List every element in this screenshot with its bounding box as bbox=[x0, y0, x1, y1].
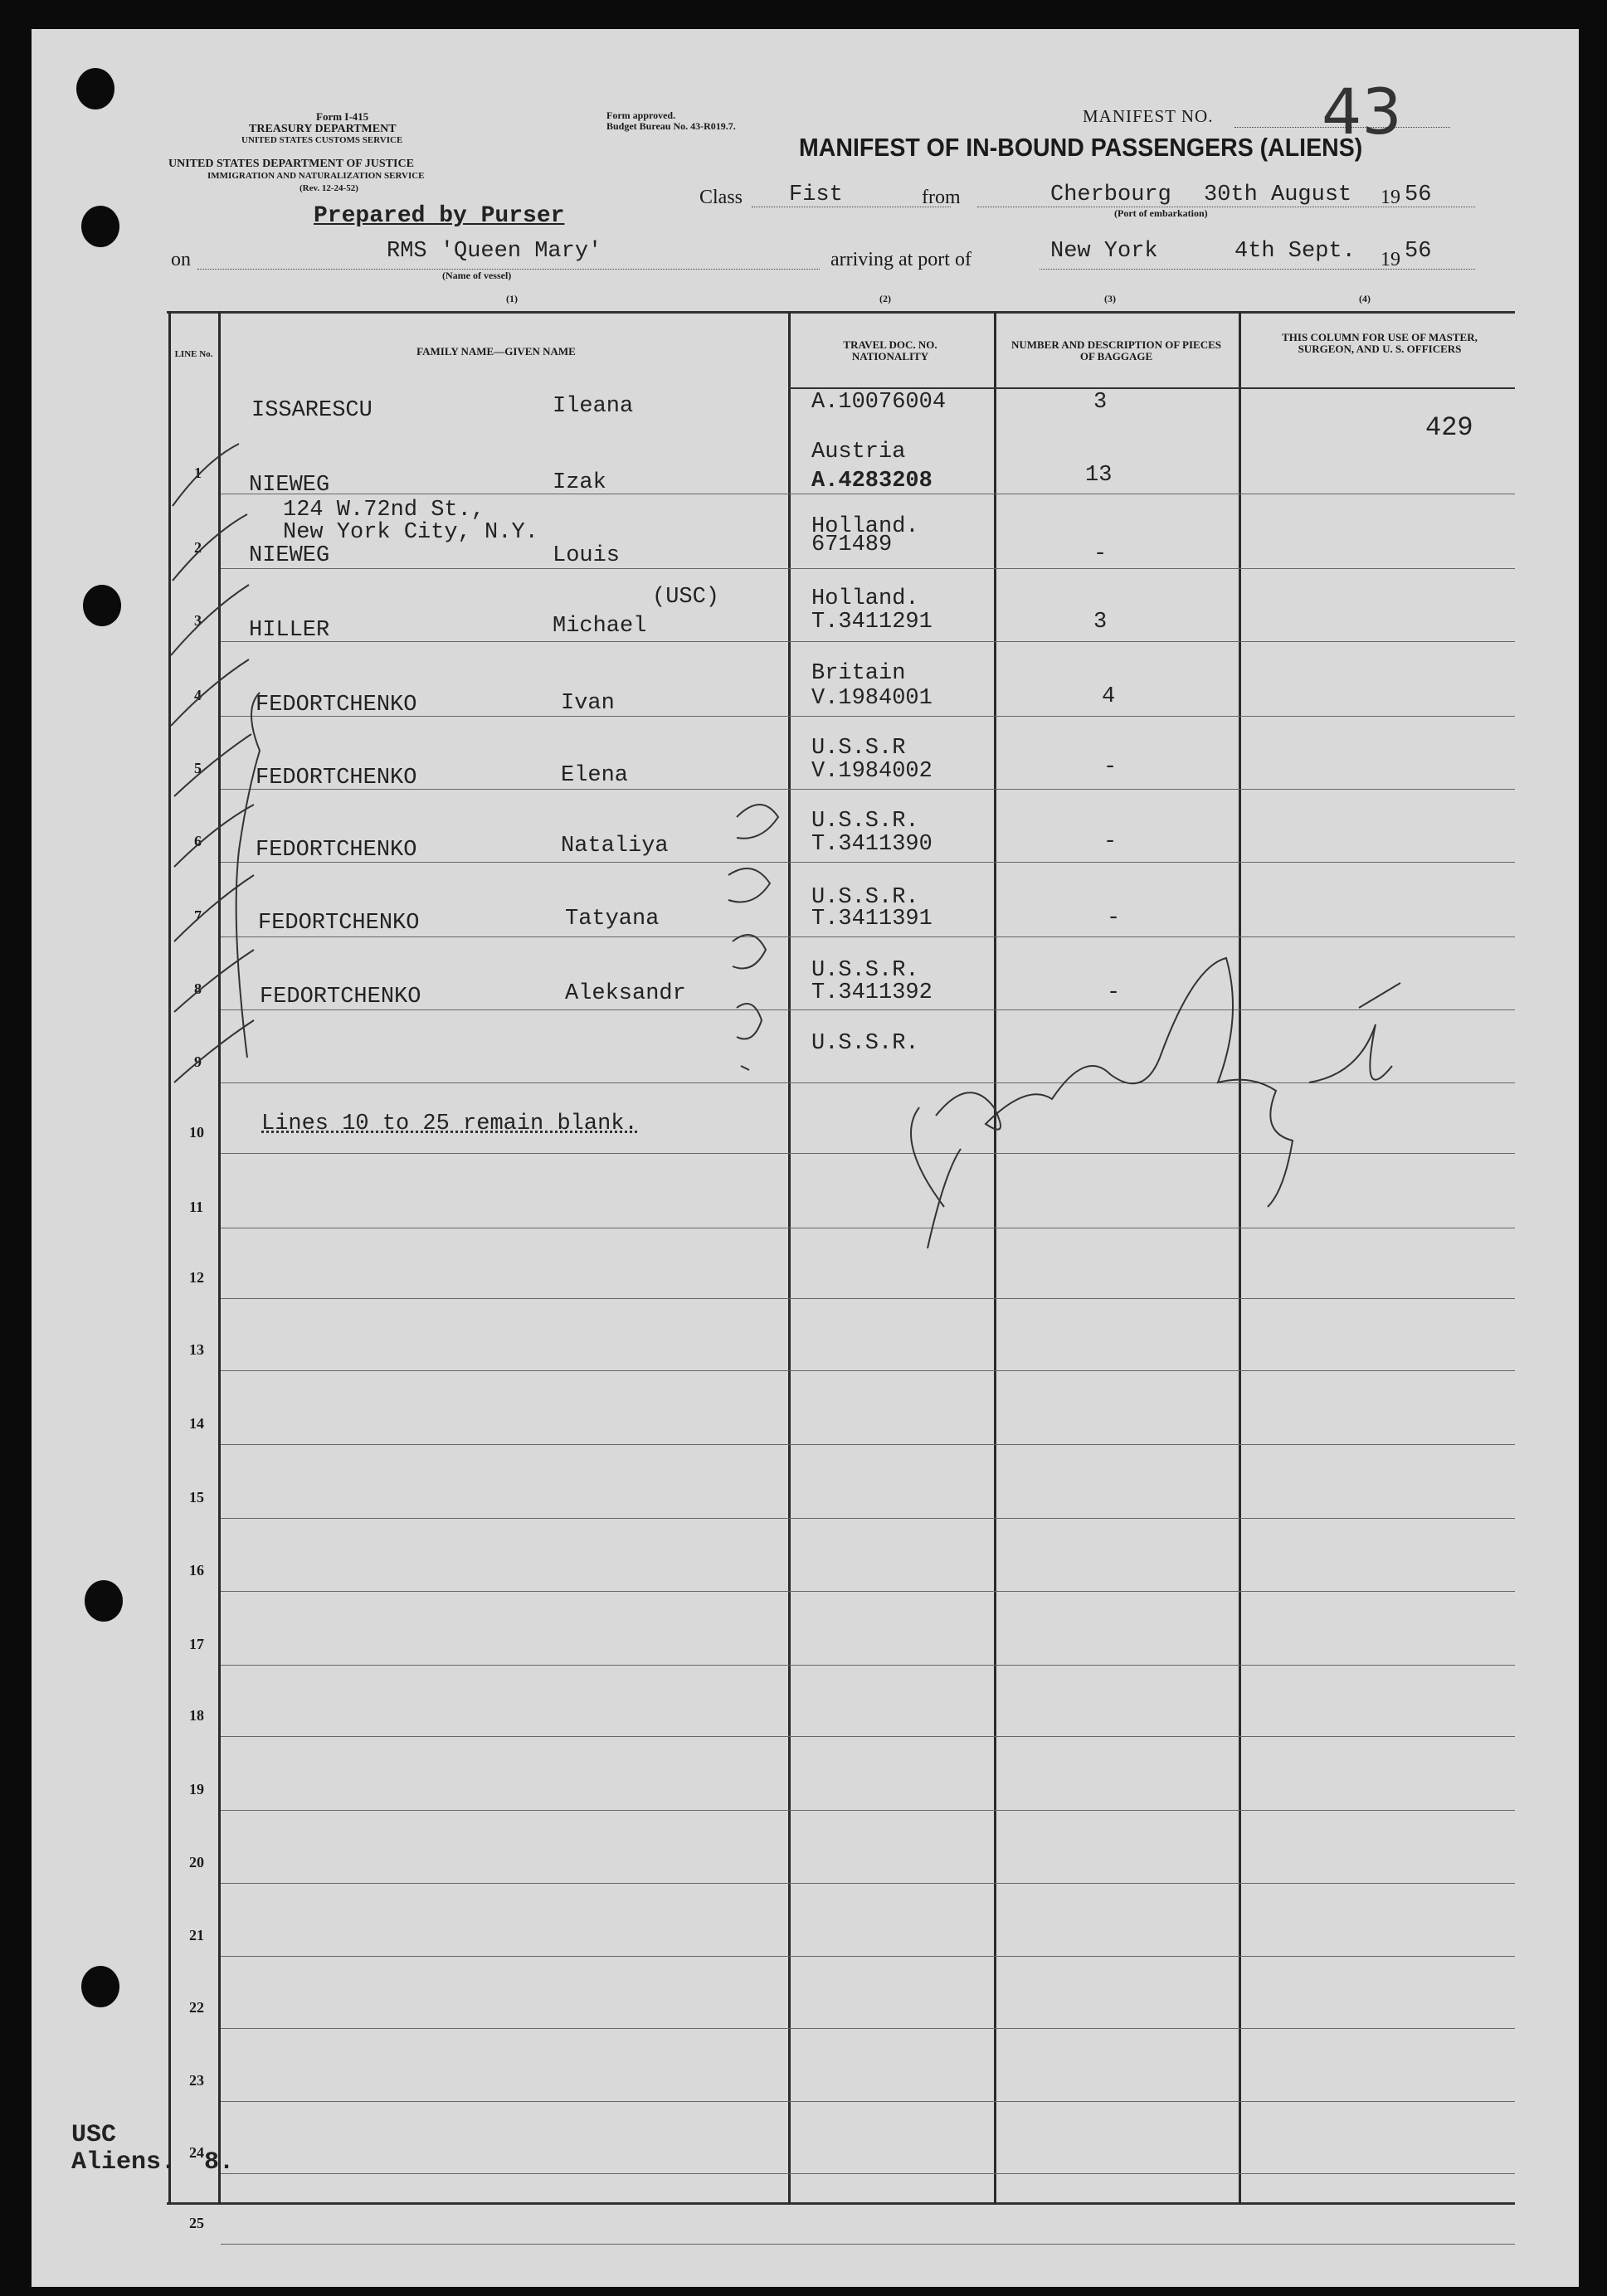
header-line-no: LINE No. bbox=[174, 349, 213, 359]
entry-7-family: FEDORTCHENKO bbox=[256, 838, 417, 863]
entry-2-given: Izak bbox=[553, 470, 606, 495]
check-mark-5 bbox=[174, 734, 251, 796]
header-baggage: NUMBER AND DESCRIPTION OF PIECES OF BAGGAGE bbox=[1010, 338, 1222, 362]
entry-1-doc: A.10076004 bbox=[811, 390, 947, 415]
line-number: 14 bbox=[189, 1415, 204, 1432]
line-number: 5 bbox=[194, 760, 202, 776]
line-number: 23 bbox=[189, 2072, 204, 2089]
entry-9-doc: T.3411392 bbox=[811, 980, 933, 1005]
port-of-embarkation: Cherbourg bbox=[1050, 182, 1171, 207]
dept1-sub: UNITED STATES CUSTOMS SERVICE bbox=[241, 135, 403, 145]
entry-3-note: (USC) bbox=[652, 585, 720, 610]
entry-1-given: Ileana bbox=[553, 394, 634, 419]
line-number: 25 bbox=[189, 2215, 204, 2231]
header-officers: THIS COLUMN FOR USE OF MASTER, SURGEON, AND U. S. OFFICERS bbox=[1282, 331, 1478, 355]
arrival-date: 4th Sept. bbox=[1234, 239, 1356, 264]
entry-7-nat: U.S.S.R. bbox=[811, 885, 919, 910]
entry-4-given: Michael bbox=[553, 614, 647, 639]
line-number: 8 bbox=[194, 980, 202, 997]
line-number: 10 bbox=[189, 1124, 204, 1141]
dept2: UNITED STATES DEPARTMENT OF JUSTICE bbox=[168, 158, 414, 170]
entry-6-nat: U.S.S.R. bbox=[811, 809, 919, 834]
check-mark-1 bbox=[173, 444, 239, 506]
entry-6-doc: V.1984002 bbox=[811, 759, 933, 784]
dept1: TREASURY DEPARTMENT bbox=[249, 123, 397, 135]
year-1: 56 bbox=[1405, 182, 1432, 207]
line-number: 11 bbox=[189, 1199, 204, 1215]
manifest-label: MANIFEST NO. bbox=[1083, 106, 1214, 126]
line-number: 24 bbox=[189, 2144, 204, 2161]
entry-8-bag: - bbox=[1107, 906, 1121, 931]
margin-aliens: Aliens. bbox=[71, 2148, 177, 2177]
entry-2-nat: Holland. bbox=[811, 514, 919, 539]
entry-7-bag: - bbox=[1103, 829, 1118, 854]
line-number: 12 bbox=[189, 1269, 204, 1286]
line-number: 7 bbox=[194, 907, 202, 924]
entry-6-family: FEDORTCHENKO bbox=[256, 766, 417, 790]
check-mark-7 bbox=[174, 875, 254, 941]
entry-1-nat: Austria bbox=[811, 440, 906, 465]
margin-alien-count: 8. bbox=[204, 2148, 235, 2177]
entry-3-nat: Holland. bbox=[811, 586, 919, 611]
arrival-port: New York bbox=[1050, 239, 1158, 264]
year-2: 56 bbox=[1405, 239, 1432, 264]
line-number: 17 bbox=[189, 1636, 204, 1652]
vessel-name: RMS 'Queen Mary' bbox=[387, 239, 602, 264]
revision: (Rev. 12-24-52) bbox=[299, 183, 358, 193]
entry-4-doc: T.3411291 bbox=[811, 610, 933, 635]
entry-2-address-2: New York City, N.Y. bbox=[283, 520, 538, 545]
line-number: 2 bbox=[194, 539, 202, 556]
line-number: 20 bbox=[189, 1854, 204, 1870]
handwritten-wd-marks bbox=[728, 805, 778, 1070]
check-mark-3 bbox=[171, 585, 249, 655]
handwritten-marks bbox=[32, 29, 1579, 2287]
header-travel-doc: TRAVEL DOC. NO. NATIONALITY bbox=[843, 338, 937, 362]
entry-4-bag: 3 bbox=[1093, 610, 1108, 635]
col-num-2: (2) bbox=[879, 293, 891, 304]
col-num-1: (1) bbox=[506, 293, 518, 304]
punch-hole bbox=[81, 1966, 119, 2007]
entry-8-family: FEDORTCHENKO bbox=[258, 911, 420, 936]
entry-3-bag: - bbox=[1093, 542, 1108, 567]
port-embark-note: (Port of embarkation) bbox=[1114, 207, 1208, 219]
line-number: 22 bbox=[189, 1999, 204, 2016]
line-number: 16 bbox=[189, 1562, 204, 1578]
margin-usc: USC bbox=[71, 2121, 117, 2149]
entry-5-nat: U.S.S.R bbox=[811, 736, 906, 761]
manifest-page bbox=[32, 29, 1579, 2287]
entry-2-bag: 13 bbox=[1085, 463, 1113, 488]
entry-9-given: Aleksandr bbox=[565, 981, 686, 1006]
form-number: Form I-415 bbox=[316, 110, 369, 123]
dept2-sub: IMMIGRATION AND NATURALIZATION SERVICE bbox=[207, 171, 425, 181]
entry-1-bag: 3 bbox=[1093, 390, 1108, 415]
entry-7-doc: T.3411390 bbox=[811, 832, 933, 857]
from-label: from bbox=[922, 187, 961, 208]
entry-2-address-1: 124 W.72nd St., bbox=[283, 498, 485, 523]
entry-9-nat: U.S.S.R. bbox=[811, 1031, 919, 1056]
line-number: 18 bbox=[189, 1707, 204, 1724]
entry-9-bag: - bbox=[1107, 980, 1121, 1005]
entry-8-nat: U.S.S.R. bbox=[811, 958, 919, 983]
punch-hole bbox=[83, 585, 121, 626]
entry-3-given: Louis bbox=[553, 543, 621, 568]
entry-5-given: Ivan bbox=[561, 691, 615, 716]
entry-2-family: NIEWEG bbox=[249, 473, 330, 498]
entry-8-doc: T.3411391 bbox=[811, 907, 933, 932]
entry-4-nat: Britain bbox=[811, 661, 906, 686]
manifest-number: 43 bbox=[1322, 75, 1402, 148]
line-number: 4 bbox=[194, 687, 202, 703]
prepared-by: Prepared by Purser bbox=[314, 203, 565, 229]
punch-hole bbox=[81, 206, 119, 247]
check-mark-2 bbox=[173, 514, 247, 581]
class-value: Fist bbox=[789, 182, 843, 207]
family-bracket bbox=[236, 693, 260, 1058]
check-mark-4 bbox=[171, 659, 249, 726]
manifest-title: MANIFEST OF IN-BOUND PASSENGERS (ALIENS) bbox=[799, 133, 1363, 162]
line-number: 19 bbox=[189, 1781, 204, 1797]
embarkation-date: 30th August bbox=[1204, 182, 1352, 207]
header-name: FAMILY NAME—GIVEN NAME bbox=[416, 345, 576, 358]
year-prefix-2: 19 bbox=[1381, 249, 1400, 270]
col-num-3: (3) bbox=[1104, 293, 1116, 304]
class-label: Class bbox=[699, 187, 743, 208]
entry-6-given: Elena bbox=[561, 763, 629, 788]
arriving-label: arriving at port of bbox=[830, 249, 972, 270]
entry-6-bag: - bbox=[1103, 755, 1118, 780]
line-number: 21 bbox=[189, 1927, 204, 1943]
entry-5-bag: 4 bbox=[1102, 684, 1116, 709]
entry-2-doc: A.4283208 bbox=[811, 469, 933, 494]
punch-hole bbox=[76, 68, 114, 109]
line-number: 15 bbox=[189, 1489, 204, 1506]
line-number: 9 bbox=[194, 1053, 202, 1070]
punch-hole bbox=[85, 1580, 123, 1622]
entry-4-family: HILLER bbox=[249, 618, 330, 643]
vessel-note: (Name of vessel) bbox=[442, 270, 512, 281]
form-approved: Form approved. bbox=[606, 109, 676, 121]
line-number: 1 bbox=[194, 465, 202, 481]
year-prefix-1: 19 bbox=[1381, 187, 1400, 208]
entry-3-doc: 671489 bbox=[811, 533, 893, 557]
line-number: 3 bbox=[194, 612, 202, 629]
budget-bureau: Budget Bureau No. 43-R019.7. bbox=[606, 120, 736, 132]
entry-5-doc: V.1984001 bbox=[811, 686, 933, 711]
line-number: 6 bbox=[194, 833, 202, 849]
entry-3-family: NIEWEG bbox=[249, 543, 330, 568]
check-mark-9 bbox=[174, 1020, 254, 1082]
entry-8-given: Tatyana bbox=[565, 907, 660, 932]
line-number: 13 bbox=[189, 1341, 204, 1358]
entry-9-family: FEDORTCHENKO bbox=[260, 985, 421, 1009]
entry-1-officer: 429 bbox=[1425, 412, 1473, 443]
on-label: on bbox=[171, 249, 191, 270]
entry-5-family: FEDORTCHENKO bbox=[256, 693, 417, 718]
entry-1-family: ISSARESCU bbox=[251, 398, 373, 423]
entry-7-given: Nataliya bbox=[561, 834, 669, 859]
blank-lines-note: Lines 10 to 25 remain blank. bbox=[261, 1112, 638, 1136]
col-num-4: (4) bbox=[1359, 293, 1371, 304]
